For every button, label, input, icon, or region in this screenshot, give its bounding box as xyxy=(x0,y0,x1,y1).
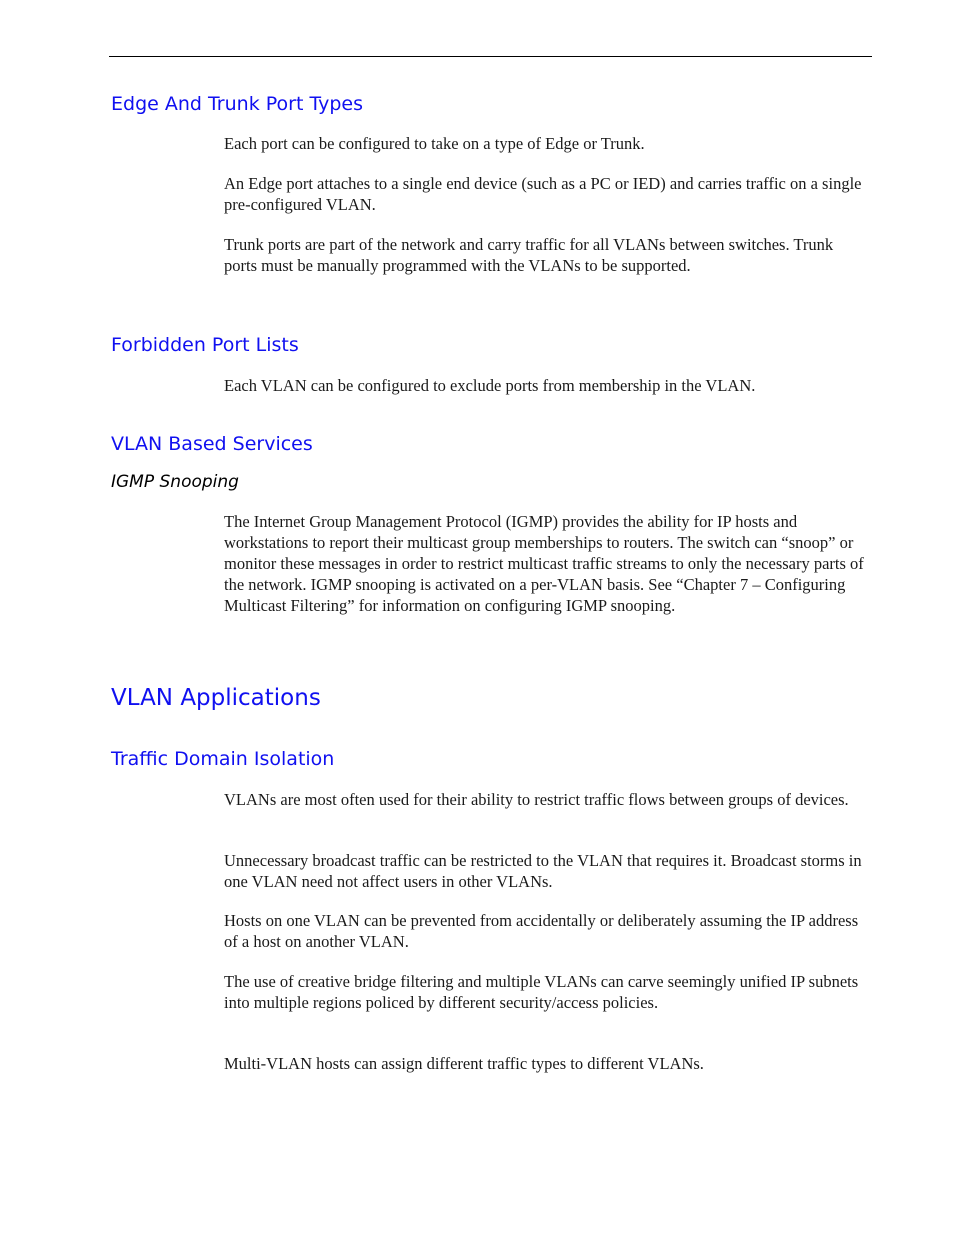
section-heading-forbidden-ports: Forbidden Port Lists xyxy=(111,334,299,356)
paragraph: Each VLAN can be configured to exclude ports from membership in the VLAN. xyxy=(224,376,756,395)
paragraph: Trunk ports are part of the network and carry traffic for all VLANs between switches. Trunk ports must be manually programmed with the VLANs to be supported. xyxy=(224,235,834,275)
paragraph: Hosts on one VLAN can be prevented from accidentally or deliberately assuming the IP address of a host on another VLAN. xyxy=(224,911,859,951)
section-heading-edge-trunk: Edge And Trunk Port Types xyxy=(111,93,363,115)
paragraph: The Internet Group Management Protocol (IGMP) provides the ability for IP hosts and workstations to report their multicast group memberships to routers. The switch can “snoop” or monitor these messages in order to restrict multicast traffic streams to only the necessary parts of the network. IGMP snooping is activated on a per-VLAN basis. See “Chapter 7 – Configuring Multicast Filtering” for information on configuring IGMP snooping. xyxy=(224,512,864,615)
header-rule xyxy=(109,56,872,57)
paragraph: Unnecessary broadcast traffic can be restricted to the VLAN that requires it. Broadcast storms in one VLAN need not affect users in other VLANs. xyxy=(224,851,862,891)
subheading-igmp-snooping: IGMP Snooping xyxy=(111,472,239,492)
section-heading-traffic-isolation: Traffic Domain Isolation xyxy=(111,748,335,770)
paragraph: The use of creative bridge filtering and multiple VLANs can carve seemingly unified IP subnets into multiple regions policed by different security/access policies. xyxy=(224,972,859,1012)
paragraph: An Edge port attaches to a single end device (such as a PC or IED) and carries traffic on a single pre-configured VLAN. xyxy=(224,174,862,214)
paragraph: VLANs are most often used for their ability to restrict traffic flows between groups of devices. xyxy=(224,790,849,809)
chapter-heading-vlan-applications: VLAN Applications xyxy=(111,685,321,711)
paragraph: Multi-VLAN hosts can assign different traffic types to different VLANs. xyxy=(224,1054,704,1073)
paragraph: Each port can be configured to take on a type of Edge or Trunk. xyxy=(224,134,645,153)
section-heading-vlan-services: VLAN Based Services xyxy=(111,433,313,455)
